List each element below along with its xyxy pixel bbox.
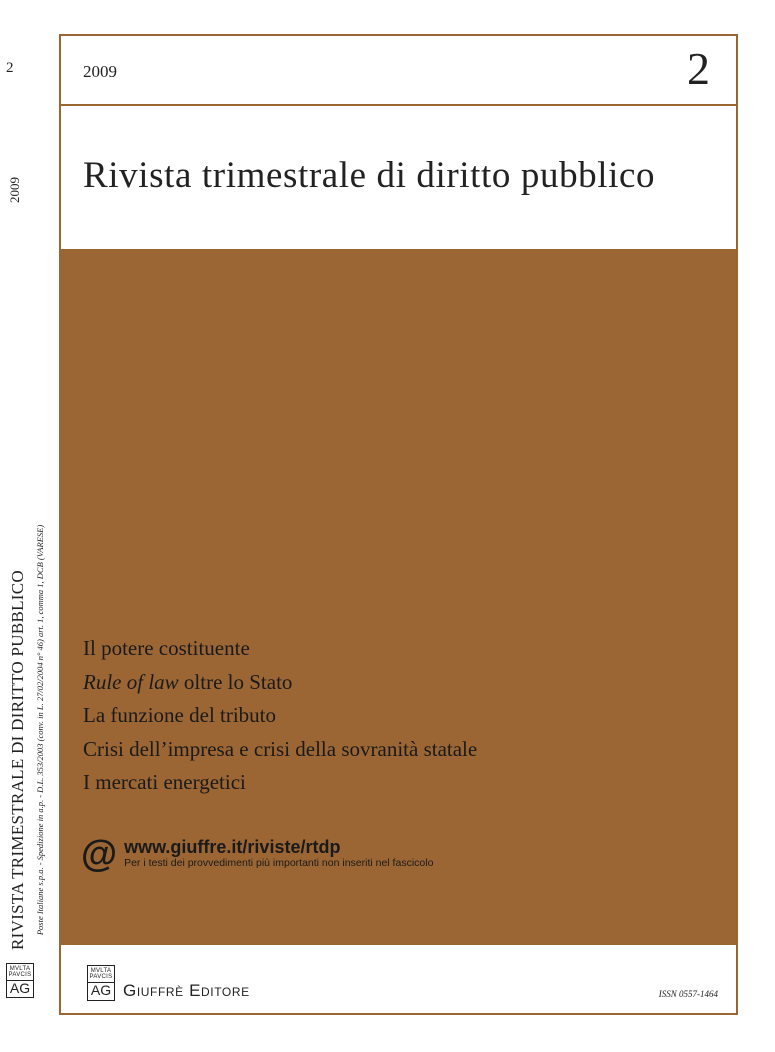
spine-publisher-logo <box>6 963 34 998</box>
logo-line-3: AG <box>7 980 33 995</box>
website-note: Per i testi dei provvedimenti più importanti non inseriti nel fascicolo <box>124 857 434 869</box>
topic-item: Rule of law oltre lo Stato <box>83 669 293 694</box>
website-block <box>81 833 434 874</box>
topic-item: La funzione del tributo <box>83 703 277 727</box>
spine-issue-number: 2 <box>6 60 14 76</box>
cover <box>59 34 738 1015</box>
topic-item: Il potere costituente <box>83 636 250 660</box>
logo-line-1: MVLTA <box>9 966 31 972</box>
logo-line-1: MVLTA <box>90 968 112 974</box>
website-text <box>124 837 433 870</box>
journal-title: Rivista trimestrale di diritto pubblico <box>83 155 656 196</box>
publisher-name: Giuffrè Editore <box>123 981 250 1000</box>
cover-footer <box>61 945 736 1015</box>
cover-issue-number: 2 <box>687 43 710 94</box>
logo-line-2: PAVCIS <box>8 972 32 978</box>
topic-item: I mercati energetici <box>83 770 246 794</box>
spine-year-label: 2009 <box>7 177 22 203</box>
logo-line-2: PAVCIS <box>89 974 113 980</box>
topic-item: Crisi dell’impresa e crisi della sovranità statale <box>83 736 478 761</box>
logo-line-3: AG <box>88 982 114 997</box>
issn-label: ISSN 0557-1464 <box>658 989 718 999</box>
website-link[interactable]: www.giuffre.it/riviste/rtdp <box>124 837 341 857</box>
spine-title <box>3 570 33 950</box>
spine-postal-label: Poste Italiane s.p.a. - Spedizione in a.p. - D.L. 353/2003 (conv. in L. 27/02/2004 n° 46) art. 1, comma 1, DCB (VARESE) <box>35 524 45 936</box>
spine-year <box>0 175 30 205</box>
cover-year: 2009 <box>83 62 117 81</box>
topics-list <box>83 632 477 800</box>
spine-title-label: RIVISTA TRIMESTRALE DI DIRITTO PUBBLICO <box>8 570 27 950</box>
spine-postal-note <box>33 515 47 945</box>
at-sign-icon: @ <box>81 833 118 874</box>
cover-brown-panel <box>61 249 736 945</box>
publisher-logo <box>87 965 115 1001</box>
cover-header <box>61 36 736 106</box>
